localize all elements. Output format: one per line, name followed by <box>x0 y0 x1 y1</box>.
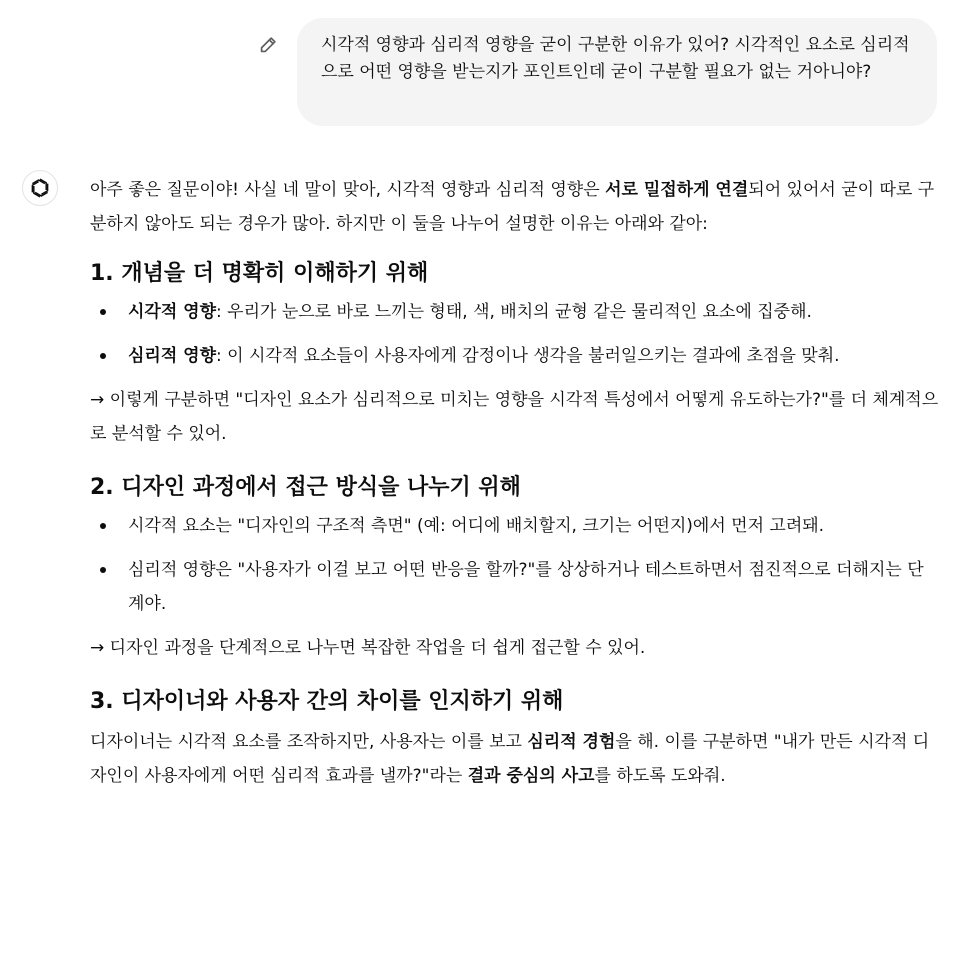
section2-list <box>90 509 940 621</box>
list-item: 시각적 요소는 "디자인의 구조적 측면" (예: 어디에 배치할지, 크기는 어떤지)에서 먼저 고려돼. <box>90 509 940 543</box>
section3-bold-1: 심리적 경험 <box>527 732 616 752</box>
section3-text-1: 디자이너는 시각적 요소를 조작하지만, 사용자는 이를 보고 <box>90 732 528 752</box>
pencil-icon[interactable] <box>257 34 279 56</box>
section3-paragraph <box>90 725 940 793</box>
section3-heading: 3. 디자이너와 사용자 간의 차이를 인지하기 위해 <box>90 689 564 714</box>
section2-conclusion: → 디자인 과정을 단계적으로 나누면 복잡한 작업을 더 쉽게 접근할 수 있어. <box>90 638 646 658</box>
bullet-bold: 심리적 영향 <box>128 346 217 366</box>
bullet-text: : 우리가 눈으로 바로 느끼는 형태, 색, 배치의 균형 같은 물리적인 요소에 집중해. <box>216 302 812 322</box>
section2-heading: 2. 디자인 과정에서 접근 방식을 나누기 위해 <box>90 475 521 500</box>
assistant-content <box>90 168 940 793</box>
bullet-text: : 이 시각적 요소들이 사용자에게 감정이나 생각을 불러일으키는 결과에 초점을 맞춰. <box>216 346 840 366</box>
intro-text-1: 아주 좋은 질문이야! 사실 네 말이 맞아, 시각적 영향과 심리적 영향은 <box>90 180 606 200</box>
bullet-bold: 시각적 영향 <box>128 302 217 322</box>
intro-bold: 서로 밀접하게 연결 <box>605 180 749 200</box>
section3-text-3: 를 하도록 도와줘. <box>594 766 726 786</box>
list-item: 심리적 영향은 "사용자가 이걸 보고 어떤 반응을 할까?"를 상상하거나 테스트하면서 점진적으로 더해지는 단계야. <box>90 553 940 621</box>
section1-list <box>90 295 940 373</box>
user-message-row <box>0 18 970 130</box>
intro-text-2: 되어 있어서 굳이 따로 구분하지 않아도 되는 경우가 많아. 하지만 이 둘을 나누어 설명한 이유는 아래와 같아: <box>90 180 935 234</box>
section1-heading: 1. 개념을 더 명확히 이해하기 위해 <box>90 261 429 286</box>
intro-paragraph <box>90 173 940 241</box>
section3-text-2: 을 해. 이를 구분하면 "내가 만든 시각적 디자인이 사용자에게 어떤 심리적 효과를 낼까?"라는 <box>90 732 930 786</box>
list-item <box>90 339 940 373</box>
section1-conclusion: → 이렇게 구분하면 "디자인 요소가 심리적으로 미치는 영향을 시각적 특성에서 어떻게 유도하는가?"를 더 체계적으로 분석할 수 있어. <box>90 390 939 444</box>
list-item <box>90 295 940 329</box>
user-message-bubble: 시각적 영향과 심리적 영향을 굳이 구분한 이유가 있어? 시각적인 요소로 심리적으로 어떤 영향을 받는지가 포인트인데 굳이 구분할 필요가 없는 거아니야? <box>297 18 937 126</box>
section3-bold-2: 결과 중심의 사고 <box>467 766 595 786</box>
openai-logo-icon <box>22 170 58 206</box>
